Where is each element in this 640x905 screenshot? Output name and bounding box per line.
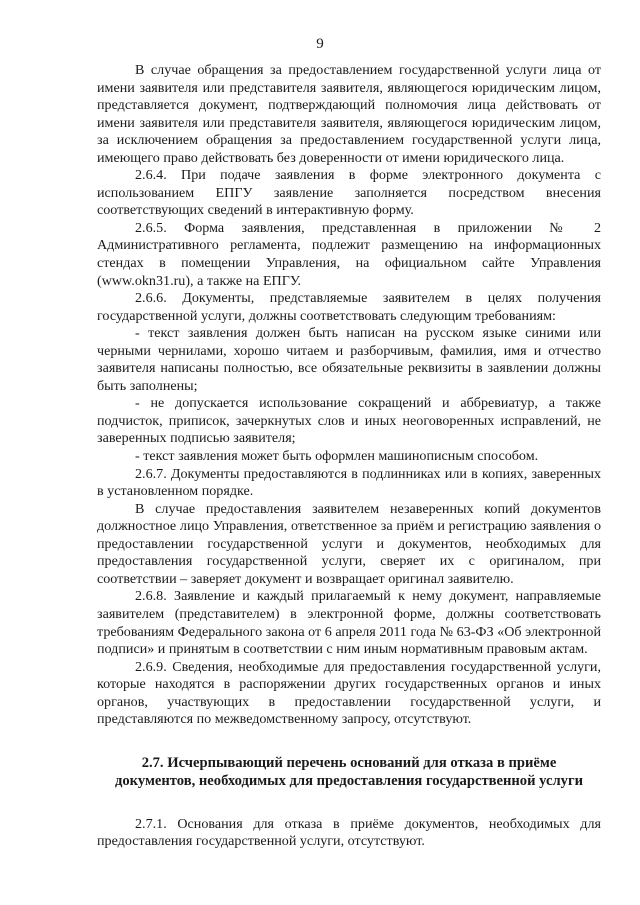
requirement-item: - не допускается использование сокращений и аббревиатур, а также подчисток, приписок, зачеркнутых слов и иных неоговоренных исправлений, не заверенных подписью заявителя; bbox=[97, 395, 601, 447]
paragraph-unverified-copies: В случае предоставления заявителем незаверенных копий документов должностное лицо Управления, ответственное за приём и регистрацию заявления о предоставлении государственной услуги и документов, необходимых для предоставления государственной услуги, сверяет их с оригиналом, при соответствии – заверяет документ и возвращает оригинал заявителю. bbox=[97, 500, 601, 587]
section-heading-line: 2.7. Исчерпывающий перечень оснований для отказа в приёме bbox=[141, 754, 557, 771]
paragraph-2-6-5: 2.6.5. Форма заявления, представленная в приложении № 2 Административного регламента, подлежит размещению на информационных стендах в помещении Управления, на официальном сайте Управления (www.okn31.ru), а также на ЕПГУ. bbox=[97, 219, 601, 289]
requirement-item: - текст заявления должен быть написан на русском языке синими или черными чернилами, хорошо читаем и разборчивым, фамилия, имя и отчество заявителя написаны полностью, все обязательные реквизиты в заявлении должны быть заполнены; bbox=[97, 325, 601, 394]
paragraph-2-6-8: 2.6.8. Заявление и каждый прилагаемый к нему документ, направляемые заявителем (представителем) в электронной форме, должны соответствовать требованиям Федерального закона от 6 апреля 2011 года № 63-ФЗ «Об электронной подписи» и принятым в соответствии с ним иным нормативным правовым актам. bbox=[97, 588, 601, 658]
page-number: 9 bbox=[316, 36, 324, 52]
section-heading-line: документов, необходимых для предоставления государственной услуги bbox=[115, 772, 583, 789]
requirement-item: - текст заявления может быть оформлен машинописным способом. bbox=[135, 448, 539, 465]
paragraph-2-6-7: 2.6.7. Документы предоставляются в подлинниках или в копиях, заверенных в установленном порядке. bbox=[97, 465, 601, 500]
section-heading-2-7 bbox=[97, 754, 601, 790]
paragraph-2-6-6: 2.6.6. Документы, представляемые заявителем в целях получения государственной услуги, должны соответствовать следующим требованиям: bbox=[97, 290, 601, 324]
paragraph-representative-documents: В случае обращения за предоставлением государственной услуги лица от имени заявителя или представителя заявителя, являющегося юридическим лицом, представляется документ, подтверждающий полномочия лица действовать от имени заявителя или представителя заявителя, являющегося юридическим лицом, за исключением обращения за предоставлением государственной услуги лица, имеющего право действовать без доверенности от имени юридического лица. bbox=[97, 62, 601, 166]
paragraph-2-7-1: 2.7.1. Основания для отказа в приёме документов, необходимых для предоставления государственной услуги, отсутствуют. bbox=[97, 815, 601, 850]
paragraph-2-6-9: 2.6.9. Сведения, необходимые для предоставления государственной услуги, которые находятся в распоряжении других государственных органов и иных органов, участвующих в предоставлении государственной услуги, и представляются по межведомственному запросу, отсутствуют. bbox=[97, 658, 601, 728]
document-body bbox=[97, 62, 601, 851]
paragraph-2-6-4: 2.6.4. При подаче заявления в форме электронного документа с использованием ЕПГУ заявление заполняется посредством внесения соответствующих сведений в интерактивную форму. bbox=[97, 167, 601, 219]
